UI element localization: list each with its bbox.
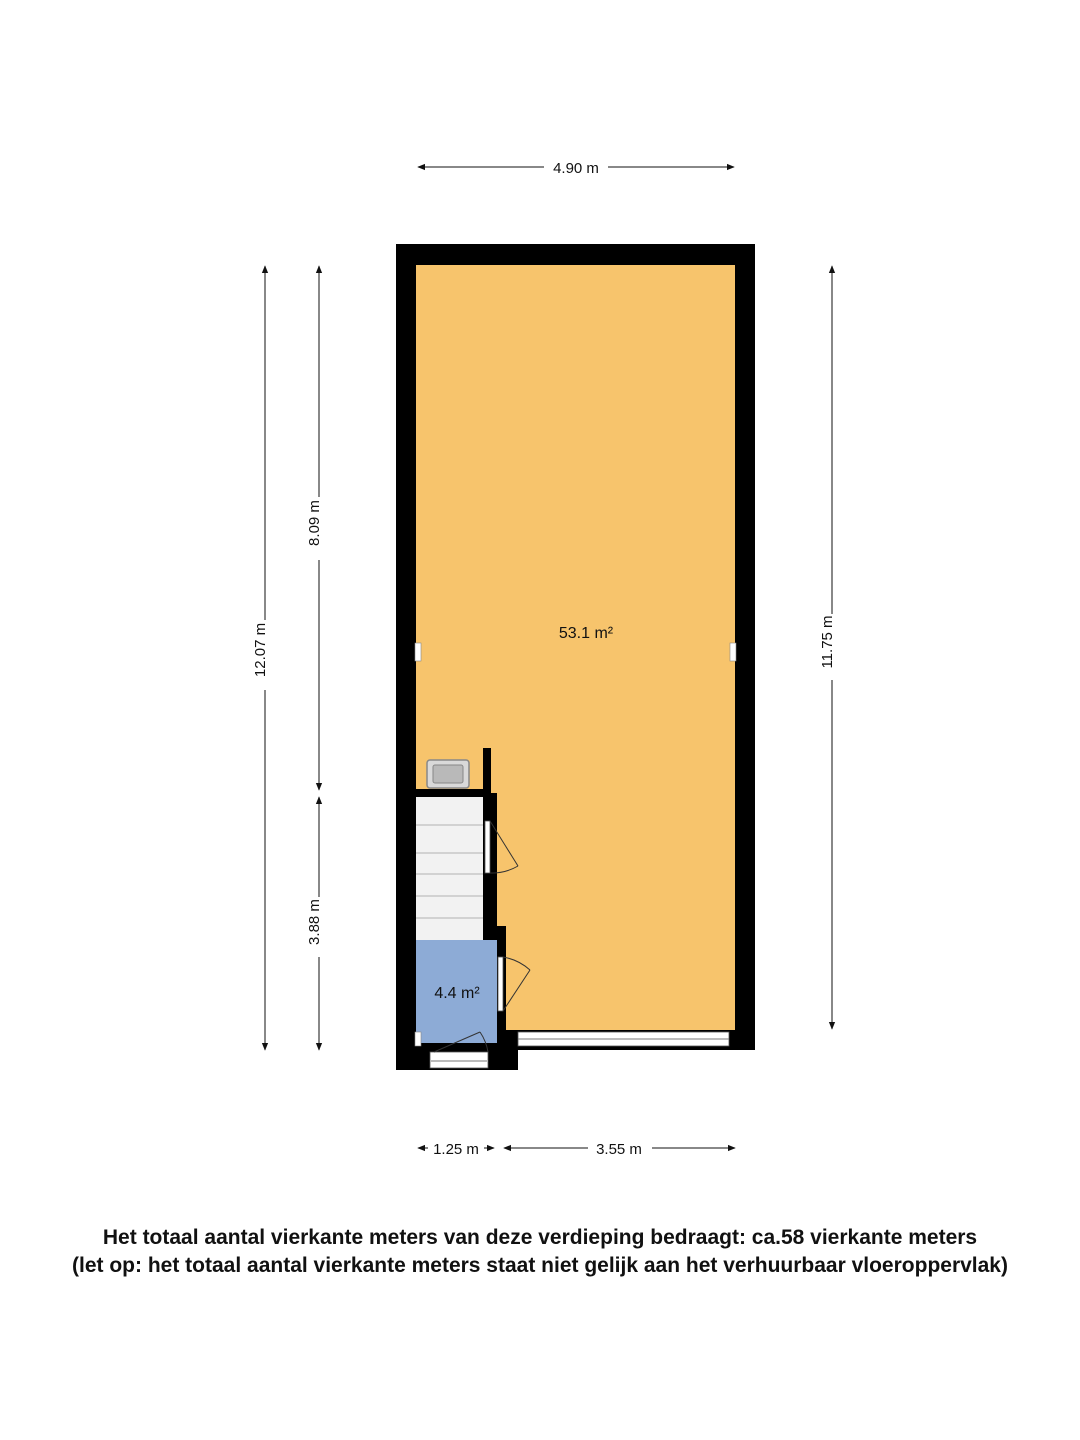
bottom-window xyxy=(518,1032,729,1046)
main-room-area: 53.1 m² xyxy=(558,625,614,642)
right-total-label: 11.75 m xyxy=(819,615,836,669)
top-width-label: 4.90 m xyxy=(553,160,599,177)
left-upper-label: 8.09 m xyxy=(306,500,323,546)
stairs xyxy=(416,797,483,940)
sink-icon xyxy=(427,760,469,788)
small-room-area: 4.4 m² xyxy=(434,985,480,1002)
bottom-right-label: 3.55 m xyxy=(596,1141,642,1158)
footer-total-area: Het totaal aantal vierkante meters van deze verdieping bedraagt: ca.58 vierkante meters xyxy=(102,1226,978,1249)
left-lower-label: 3.88 m xyxy=(306,899,323,945)
left-total-label: 12.07 m xyxy=(252,622,269,678)
bottom-left-label: 1.25 m xyxy=(433,1141,479,1158)
footer-note: (let op: het totaal aantal vierkante meters staat niet gelijk aan het verhuurbaar vloeroppervlak) xyxy=(72,1254,1008,1277)
